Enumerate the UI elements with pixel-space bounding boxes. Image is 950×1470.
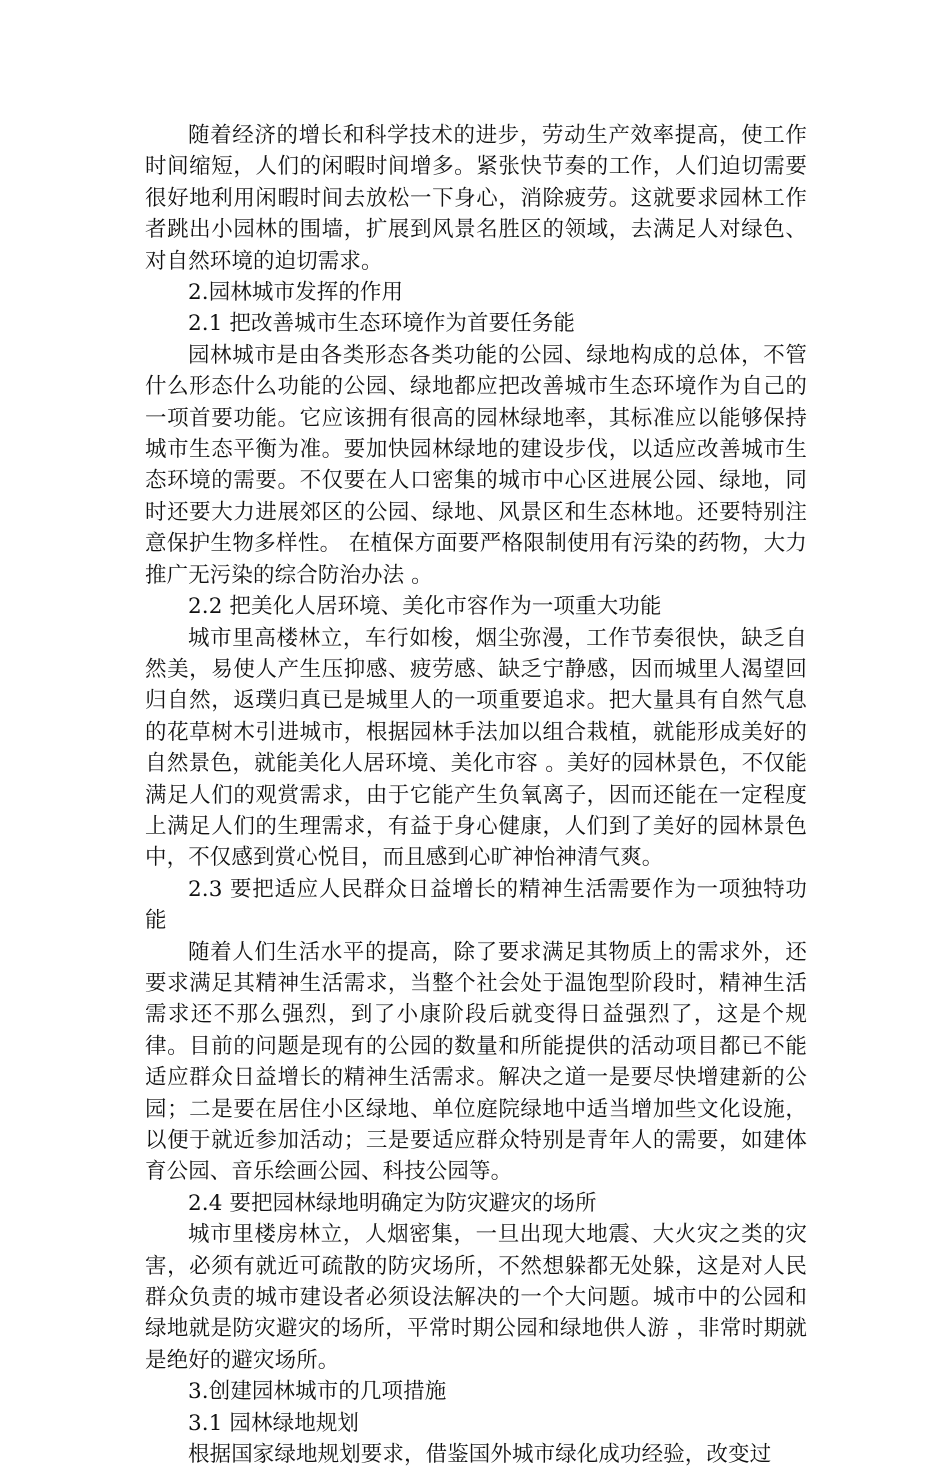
subsection-heading-2-2: 2.2 把美化人居环境、美化市容作为一项重大功能 (188, 594, 662, 620)
paragraph-ecology: 园林城市是由各类形态各类功能的公园、绿地构成的总体，不管什么形态什么功能的公园、绿地都应把改善城市生态环境作为自己的一项首要功能。它应该拥有很高的园林绿地率，其标准应以能够保持城市生态平衡为准。要加快园林绿地的建设步伐，以适应改善城市生态环境的需要。不仅要在人口密集的城市中心区进展公园、绿地，同时还要大力进展郊区的公园、绿地、风景区和生态林地。还要特别注意保护生物多样性。 在植保方面要严格限制使用有污染的药物，大力推广无污染的综合防治办法 。 (145, 342, 807, 588)
section-heading-2: 2.园林城市发挥的作用 (188, 280, 404, 306)
subsection-heading-3-1: 3.1 园林绿地规划 (188, 1410, 360, 1436)
paragraph-disaster-shelter: 城市里楼房林立，人烟密集，一旦出现大地震、大火灾之类的灾害，必须有就近可疏散的防灾场所，不然想躲都无处躲，这是对人民群众负责的城市建设者必须设法解决的一个大问题。城市中的公园和绿地就是防灾避灾的场所，平常时期公园和绿地供人游 ，非常时期就是绝好的避灾场所。 (145, 1222, 807, 1373)
paragraph-leisure-intro: 随着经济的增长和科学技术的进步，劳动生产效率提高，使工作时间缩短，人们的闲暇时间增多。紧张快节奏的工作，人们迫切需要很好地利用闲暇时间去放松一下身心，消除疲劳。这就要求园林工作者跳出小园林的围墙，扩展到风景名胜区的领域，去满足人对绿色、对自然环境的迫切需求。 (145, 123, 807, 274)
paragraph-spiritual-needs: 随着人们生活水平的提高，除了要求满足其物质上的需求外，还要求满足其精神生活需求，当整个社会处于温饱型阶段时，精神生活需求还不那么强烈，到了小康阶段后就变得日益强烈了，这是个规律。目前的问题是现有的公园的数量和所能提供的活动项目都已不能适应群众日益增长的精神生活需求。解决之道一是要尽快增建新的公园；二是要在居住小区绿地、单位庭院绿地中适当增加些文化设施，以便于就近参加活动；三是要适应群众特别是青年人的需要，如建体育公园、音乐绘画公园、科技公园等。 (145, 939, 807, 1185)
section-heading-3: 3.创建园林城市的几项措施 (188, 1379, 447, 1405)
paragraph-beautify: 城市里高楼林立，车行如梭，烟尘弥漫，工作节奏很快，缺乏自然美，易使人产生压抑感、疲劳感、缺乏宁静感，因而城里人渴望回归自然，返璞归真已是城里人的一项重要追求。把大量具有自然气息的花草树木引进城市，根据园林手法加以组合栽植，就能形成美好的自然景色，就能美化人居环境、美化市容 。美好的园林景色，不仅能满足人们的观赏需求，由于它能产生负氧离子，因而还能在一定程度上满足人们的生理需求，有益于身心健康，人们到了美好的园林景色中，不仅感到赏心悦目，而且感到心旷神怡神清气爽。 (145, 625, 807, 871)
paragraph-planning: 根据国家绿地规划要求，借鉴国外城市绿化成功经验，改变过 (188, 1442, 772, 1468)
subsection-heading-2-3: 2.3 要把适应人民群众日益增长的精神生活需要作为一项独特功能 (145, 876, 807, 934)
document-page (145, 120, 807, 1470)
subsection-heading-2-4: 2.4 要把园林绿地明确定为防灾避灾的场所 (188, 1190, 597, 1216)
subsection-heading-2-1: 2.1 把改善城市生态环境作为首要任务能 (188, 311, 576, 337)
